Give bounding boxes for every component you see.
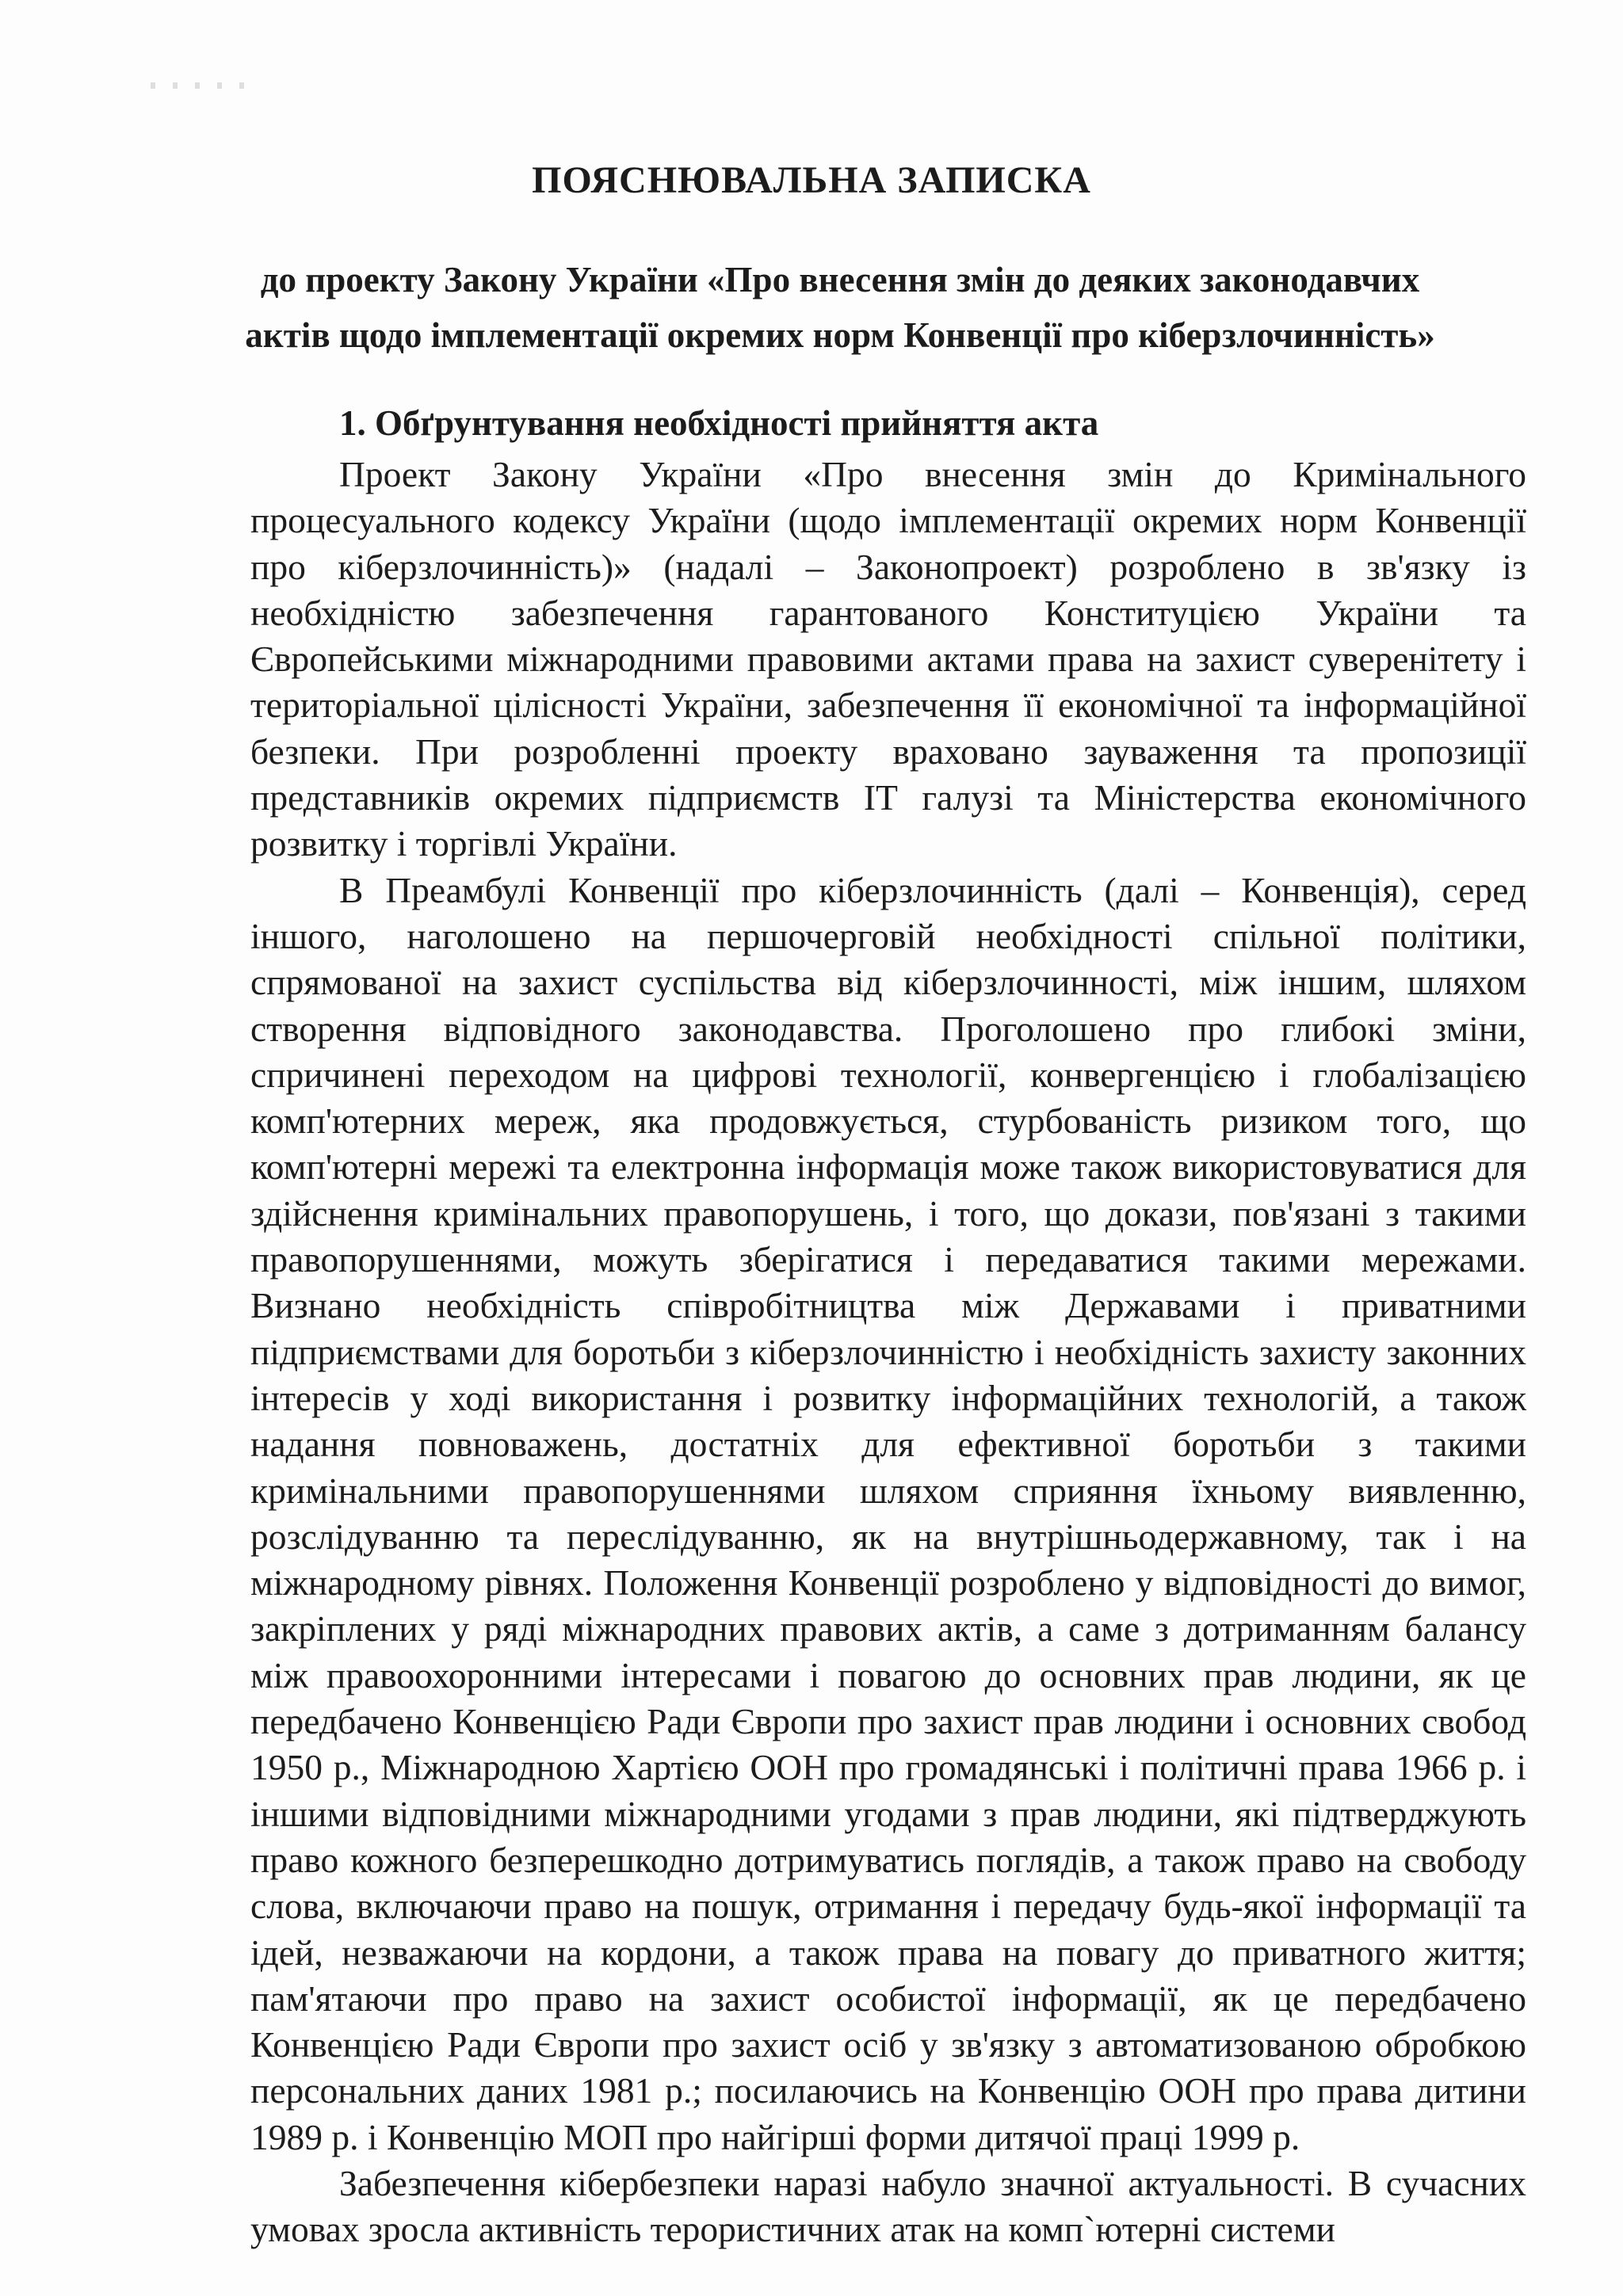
scan-artifact [151,82,246,89]
document-body [250,452,1526,2253]
document-title: ПОЯСНЮВАЛЬНА ЗАПИСКА [532,159,1091,201]
document-subtitle: до проекту Закону України «Про внесення змін до деяких законодавчих актів щодо імплементації окремих норм Конвенції про кіберзлочинність» [245,260,1435,355]
section-heading: 1. Обґрунтування необхідності прийняття акта [339,403,1099,443]
paragraph-2: В Преамбулі Конвенції про кіберзлочинність (далі – Конвенція), серед іншого, наголошено на першочерговій необхідності спільної політики, спрямованої на захист суспільства від кіберзлочинності, між іншим, шляхом створення відповідного законодавства. Проголошено про глибокі зміни, спричинені переходом на цифрові технології, конвергенцією і глобалізацією комп'ютерних мереж, яка продовжується, стурбованість ризиком того, що комп'ютерні мережі та електронна інформація може також використовуватися для здійснення кримінальних правопорушень, і того, що докази, пов'язані з такими правопорушеннями, можуть зберігатися і передаватися такими мережами. Визнано необхідність співробітництва між Державами і приватними підприємствами для боротьби з кіберзлочинністю і необхідність захисту законних інтересів у ході використання і розвитку інформаційних технологій, а також надання повноважень, достатніх для ефективної боротьби з такими кримінальними правопорушеннями шляхом сприяння їхньому виявленню, розслідуванню та переслідуванню, як на внутрішньодержавному, так і на міжнародному рівнях. Положення Конвенції розроблено у відповідності до вимог, закріплених у ряді міжнародних правових актів, а саме з дотриманням балансу між правоохоронними інтересами і повагою до основних прав людини, як це передбачено Конвенцією Ради Європи про захист прав людини і основних свобод 1950 р., Міжнародною Хартією ООН про громадянські і політичні права 1966 р. і іншими відповідними міжнародними угодами з прав людини, які підтверджують право кожного безперешкодно дотримуватись поглядів, а також право на свободу слова, включаючи право на пошук, отримання і передачу будь-якої інформації та ідей, незважаючи на кордони, а також права на повагу до приватного життя; пам'ятаючи про право на захист особистої інформації, як це передбачено Конвенцією Ради Європи про захист осіб у зв'язку з автоматизованою обробкою персональних даних 1981 р.; посилаючись на Конвенцію ООН про права дитини 1989 р. і Конвенцію МОП про найгірші форми дитячої праці 1999 р. [250,869,1526,2157]
paragraph-1: Проект Закону України «Про внесення змін до Кримінального процесуального кодексу України (щодо імплементації окремих норм Конвенції про кіберзлочинність)» (надалі – Законопроект) розроблено в зв'язку із необхідністю забезпечення гарантованого Конституцією України та Європейськими міжнародними правовими актами права на захист суверенітету і територіальної цілісності України, забезпечення її економічної та інформаційної безпеки. При розробленні проекту враховано зауваження та пропозиції представників окремих підприємств ІТ галузі та Міністерства економічного розвитку і торгівлі України. [250,454,1526,864]
paragraph-3: Забезпечення кібербезпеки наразі набуло значної актуальності. В сучасних умовах зросла активність терористичних атак на комп`ютерні системи [250,2162,1526,2250]
